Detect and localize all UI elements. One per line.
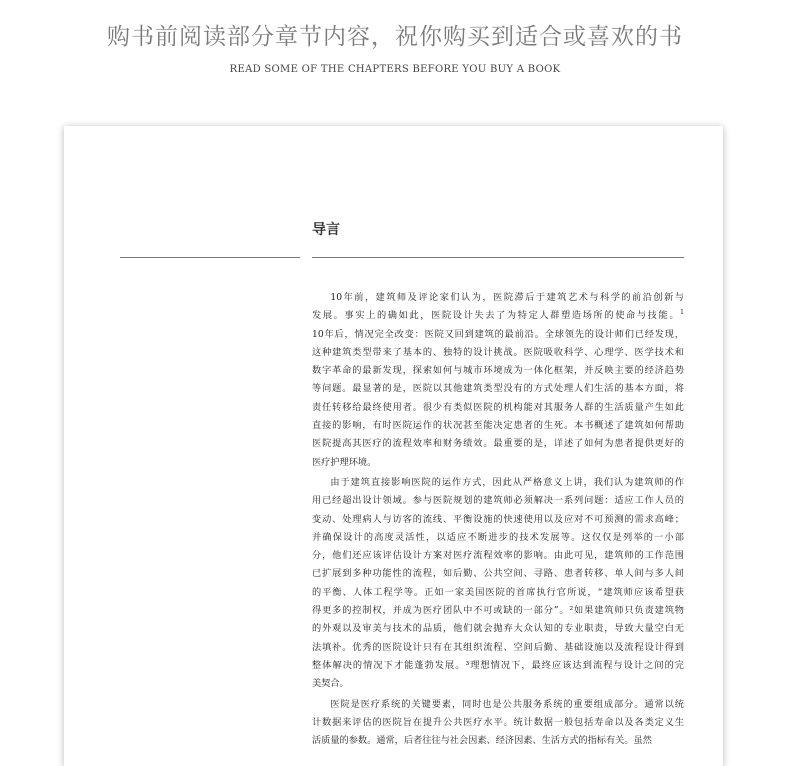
paragraph-line: 等问题。最显著的是，医院以其他建筑类型没有的方式处理人们生活的基本方面，将 (312, 383, 684, 395)
paragraph-line: 用已经超出设计领域。参与医院规划的建筑师必须解决一系列问题：适应工作人员的 (312, 495, 684, 507)
book-page-preview (64, 126, 723, 766)
chapter-body (312, 289, 684, 752)
paragraph-line: 得更多的控制权，并成为医疗团队中不可或缺的一部分”。²如果建筑师只负责建筑物 (312, 605, 684, 617)
page-subtitle: READ SOME OF THE CHAPTERS BEFORE YOU BUY A BOOK (229, 64, 561, 75)
paragraph-line: 分，他们还应该评估设计方案对医疗流程效率的影响。由此可见，建筑师的工作范围 (312, 550, 684, 562)
paragraph-line: 发展。事实上的确如此，医院设计失去了为特定人群塑造场所的使命与技能。$^1$ (312, 309, 684, 322)
paragraph-line: 医院是医疗系统的关键要素，同时也是公共服务系统的重要组成部分。通常以统 (330, 698, 684, 710)
paragraph-line: 的平衡、人体工程学等。正如一家美国医院的首席执行官所说，“建筑师应该希望获 (312, 586, 684, 598)
paragraph-line: 变动、处理病人与访客的流线、平衡设施的快速使用以及应对不可预测的需求高峰； (312, 513, 684, 525)
paragraph-line: 责任转移给最终使用者。很少有类似医院的机构能对其服务人群的生活质量产生如此 (312, 401, 684, 413)
paragraph-line: 直接的影响，有时医院运作的状况甚至能决定患者的生死。本书概述了建筑如何帮助 (312, 420, 684, 432)
paragraph-line: 这种建筑类型带来了基本的、独特的设计挑战。医院吸收科学、心理学、医学技术和 (312, 346, 684, 358)
heading-rule-right (312, 257, 684, 258)
paragraph-line: 10年前，建筑师及评论家们认为，医院滞后于建筑艺术与科学的前沿创新与 (330, 292, 684, 303)
paragraph-line: 活质量的参数。通常，后者往往与社会因素、经济因素、生活方式的指标有关。虽然 (312, 735, 652, 747)
paragraph-line: 法填补。优秀的医院设计只有在其组织流程、空间后勤、基础设施以及流程设计得到 (312, 641, 684, 653)
chapter-heading: 导言 (312, 222, 340, 238)
paragraph-line: 10年后，情况完全改变：医院又回到建筑的最前沿。全球领先的设计师们已经发现， (312, 328, 684, 340)
heading-rule-left (120, 257, 300, 258)
paragraph-line: 的外观以及审美与技术的品质，他们就会抛弃大众认知的专业职责，导致大量空白无 (312, 623, 684, 635)
paragraph-line: 医疗护理环境。 (312, 456, 377, 468)
paragraph-line: 美契合。 (312, 678, 349, 690)
paragraph-line: 并确保设计的高度灵活性，以适应不断进步的技术发展等。这仅仅是列举的一小部 (312, 531, 684, 543)
footnote-marker: 1 (680, 309, 684, 317)
paragraph-line: 整体解决的情况下才能蓬勃发展。³理想情况下，最终应该达到流程与设计之间的完 (312, 659, 684, 671)
paragraph-line: 医院提高其医疗的流程效率和财务绩效。最重要的是，详述了如何为患者提供更好的 (312, 438, 684, 450)
page-title: 购书前阅读部分章节内容，祝你购买到适合或喜欢的书 (107, 24, 683, 50)
chapter-paragraph (312, 289, 684, 472)
paragraph-line: 由于建筑直接影响医院的运作方式，因此从严格意义上讲，我们认为建筑师的作 (330, 476, 684, 488)
paragraph-line: 计数据来评估的医院旨在提升公共医疗水平。统计数据一般包括寿命以及各类定义生 (312, 716, 684, 728)
paragraph-line: 已扩展到多种功能性的流程，如后勤、公共空间、寻路、患者转移、单人间与多人间 (312, 568, 684, 580)
chapter-paragraph (312, 474, 684, 694)
chapter-paragraph (312, 696, 684, 751)
paragraph-line: 数字革命的最新发现，探索如何与城市环境成为一体化框架，并反映主要的经济趋势 (312, 365, 684, 377)
